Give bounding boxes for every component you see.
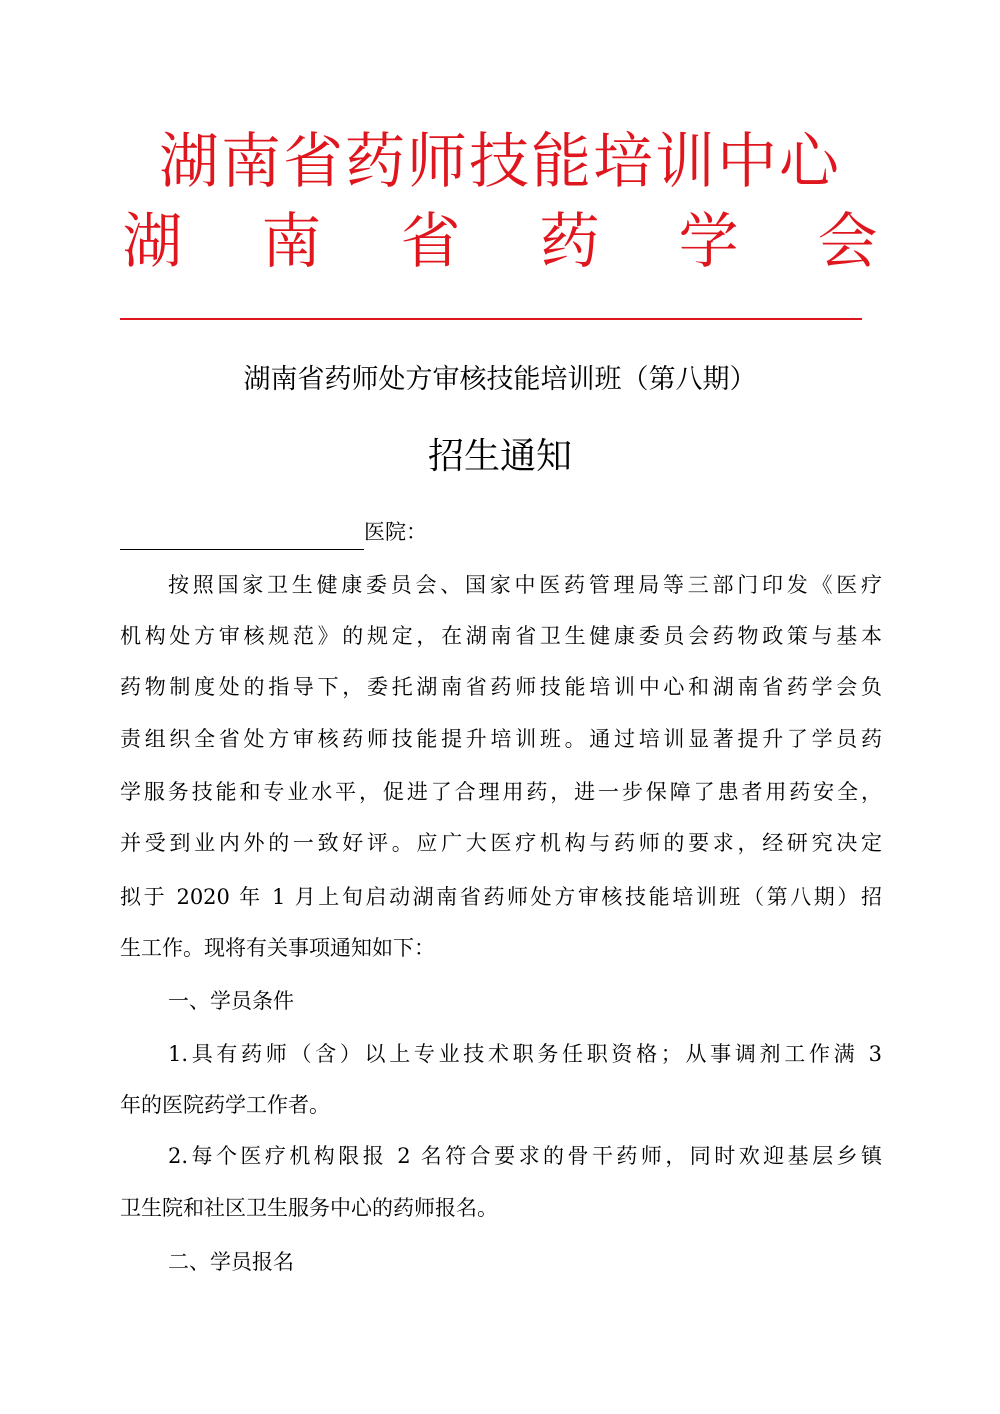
- paragraph-1-line-1: 按照国家卫生健康委员会、国家中医药管理局等三部门印发《医疗: [168, 573, 882, 597]
- document-subtitle: 招生通知: [427, 436, 572, 477]
- item-2-line-2: 卫生院和社区卫生服务中心的药师报名。: [120, 1196, 498, 1220]
- organization-name-line-1: 湖南省药师技能培训中心: [159, 127, 841, 197]
- item-2-line-1: 2.每个医疗机构限报 2 名符合要求的骨干药师，同时欢迎基层乡镇: [168, 1144, 882, 1168]
- item-1-line-2: 年的医院药学工作者。: [120, 1093, 330, 1117]
- paragraph-1-line-3: 药物制度处的指导下，委托湖南省药师技能培训中心和湖南省药学会负: [120, 675, 882, 699]
- section-1-heading: 一、学员条件: [168, 989, 294, 1013]
- recipient-blank-underline: [120, 523, 364, 550]
- paragraph-1-line-8: 生工作。现将有关事项通知如下：: [120, 936, 435, 960]
- recipient-suffix: 医院：: [364, 520, 427, 544]
- header-divider: [120, 318, 862, 320]
- recipient-line: [120, 514, 427, 550]
- paragraph-1-line-6: 并受到业内外的一致好评。应广大医疗机构与药师的要求，经研究决定: [120, 831, 882, 855]
- section-2-heading: 二、学员报名: [168, 1250, 294, 1274]
- organization-name-line-2: 湖 南 省 药 学 会: [122, 207, 908, 277]
- paragraph-1-line-5: 学服务技能和专业水平，促进了合理用药，进一步保障了患者用药安全，: [120, 780, 882, 804]
- paragraph-1-line-4: 责组织全省处方审核药师技能提升培训班。通过培训显著提升了学员药: [120, 727, 882, 751]
- document-title: 湖南省药师处方审核技能培训班（第八期）: [243, 364, 757, 395]
- paragraph-1-line-7: 拟于 2020 年 1 月上旬启动湖南省药师处方审核技能培训班（第八期）招: [120, 885, 882, 909]
- paragraph-1-line-2: 机构处方审核规范》的规定，在湖南省卫生健康委员会药物政策与基本: [120, 624, 882, 648]
- item-1-line-1: 1.具有药师（含）以上专业技术职务任职资格；从事调剂工作满 3: [168, 1042, 882, 1066]
